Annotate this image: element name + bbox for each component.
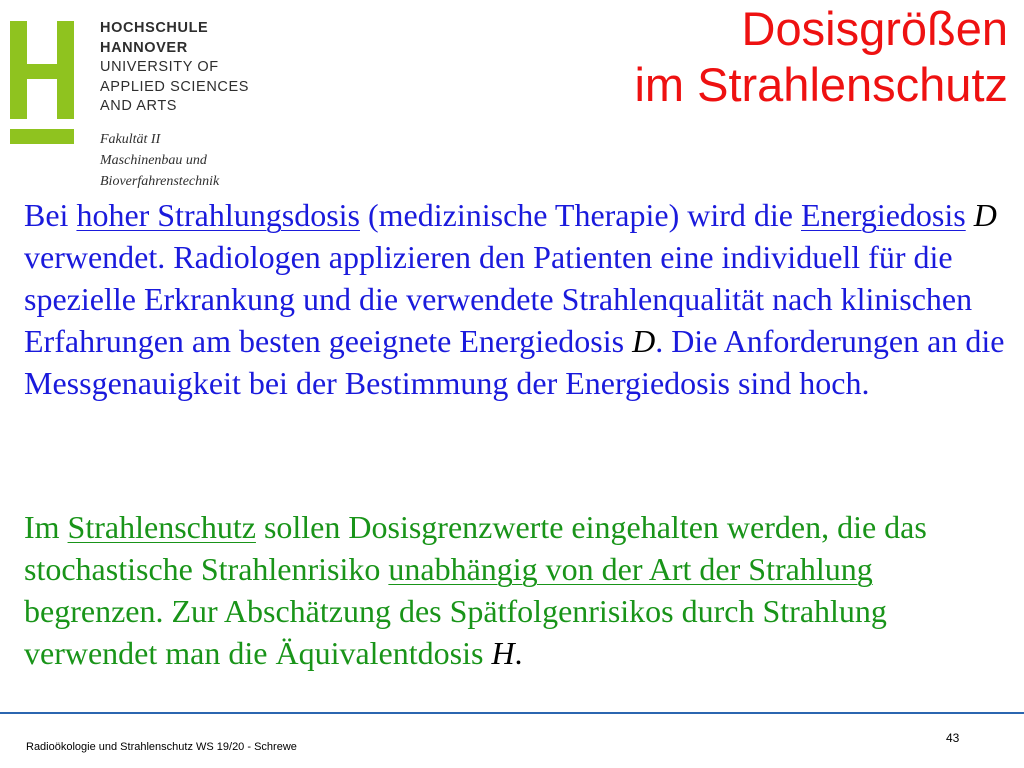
p1-text-1: Bei — [24, 197, 77, 233]
p1-text-4: verwendet. Radiologen applizieren den Patienten eine individuell für die spezielle Erkrankung und die verwendete Strahlenqualität nach klinischen Erfahrungen am besten geeignete Energiedosis — [24, 239, 973, 359]
p1-text-2: (medizinische Therapie) wird die — [359, 197, 801, 233]
footer-divider — [0, 712, 1024, 714]
p2-underlined-strahlenschutz: Strahlenschutz — [67, 509, 256, 545]
faculty-line-2: Maschinenbau und — [100, 153, 207, 168]
paragraph-energy-dose — [24, 194, 1014, 404]
logo-line-4: APPLIED SCIENCES — [100, 78, 250, 95]
p1-variable-d-2: D — [632, 323, 656, 359]
faculty-line-3: Bioverfahrenstechnik — [100, 174, 220, 189]
slide-page-number: 43 — [946, 731, 960, 745]
p1-variable-d-1: D — [973, 197, 997, 233]
p2-variable-h: H — [491, 635, 515, 671]
p2-text-4: . — [514, 635, 523, 671]
p2-underlined-independent: unabhängig von der Art der Strahlung — [388, 551, 873, 587]
logo-line-3: UNIVERSITY OF — [100, 59, 219, 75]
p1-underlined-energiedosis: Energiedosis — [801, 197, 966, 233]
p1-text-5: . Die Anforderungen an die Messgenauigkeit bei der Bestimmung der Energiedosis sind hoch. — [24, 323, 1005, 401]
university-name — [100, 19, 249, 117]
university-logo-mark — [10, 21, 74, 145]
logo-line-2: HANNOVER — [100, 39, 188, 56]
faculty-line-1: Fakultät II — [100, 132, 161, 147]
logo-line-5: AND ARTS — [100, 98, 178, 114]
paragraph-radiation-protection — [24, 506, 1014, 674]
p1-text-3 — [966, 197, 974, 233]
footer-course-label: Radioökologie und Strahlenschutz WS 19/20 - Schrewe — [26, 741, 297, 753]
logo-line-1: HOCHSCHULE — [100, 20, 209, 36]
slide-title-line-1: Dosisgrößen — [741, 2, 1008, 55]
slide-title-line-2: im Strahlenschutz — [634, 58, 1008, 111]
slide-title — [634, 1, 1008, 113]
p2-text-2: sollen Dosisgrenzwerte eingehalten werden, die das stochastische Strahlenrisiko — [24, 509, 927, 587]
p1-underlined-high-dose: hoher Strahlungsdosis — [76, 197, 360, 233]
p2-text-3: begrenzen. Zur Abschätzung des Spätfolgenrisikos durch Strahlung verwendet man die Äquivalentdosis — [24, 593, 887, 671]
p2-text-1: Im — [24, 509, 68, 545]
faculty-name — [100, 129, 219, 192]
